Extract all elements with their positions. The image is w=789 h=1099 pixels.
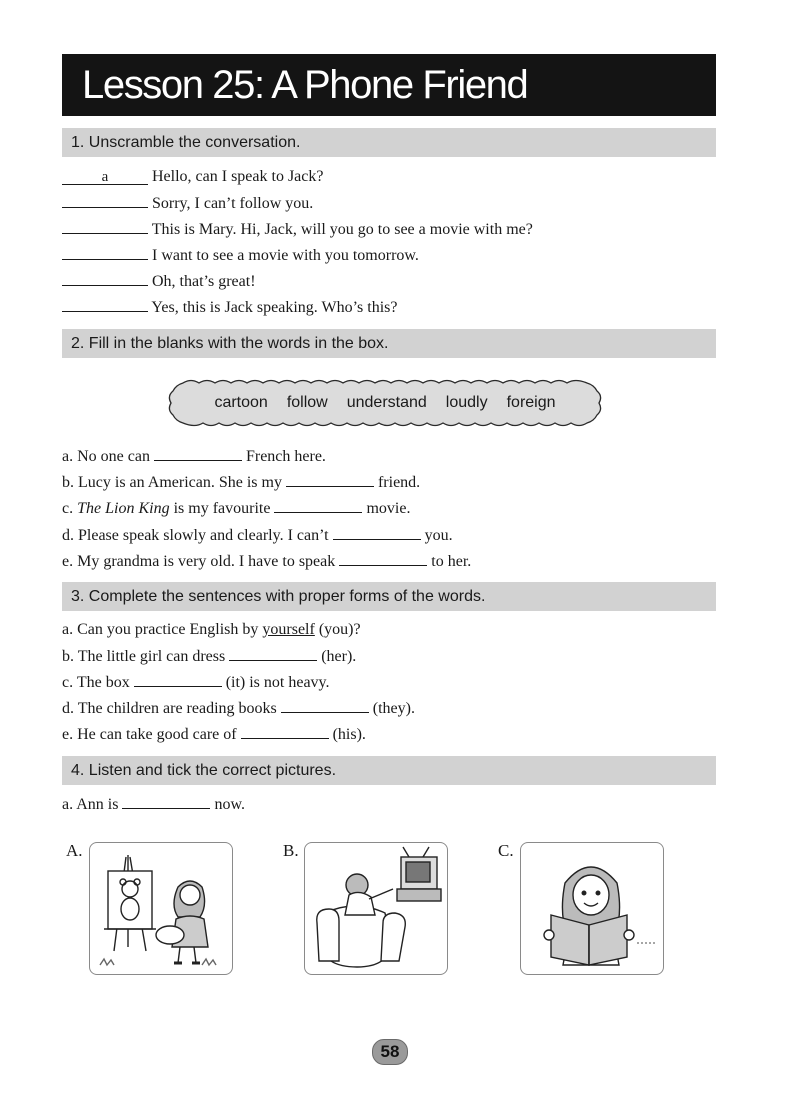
form-blank-d[interactable]	[281, 698, 369, 713]
section-4-heading: 4. Listen and tick the correct pictures.	[62, 756, 716, 785]
form-blank-b[interactable]	[229, 646, 317, 661]
order-blank-5[interactable]	[62, 271, 148, 286]
fill-line-b: b. Lucy is an American. She is my friend.	[62, 474, 421, 491]
form-line-e: e. He can take good care of (his).	[62, 726, 366, 743]
word-foreign: foreign	[506, 394, 556, 411]
conversation-line-3: This is Mary. Hi, Jack, will you go to see a movie with me?	[62, 219, 533, 240]
order-blank-2[interactable]	[62, 193, 148, 208]
word-loudly: loudly	[445, 394, 488, 411]
order-blank-1[interactable]: a	[62, 170, 148, 185]
word-follow: follow	[286, 394, 328, 411]
fill-line-e: e. My grandma is very old. I have to speak to her.	[62, 553, 472, 570]
option-c-picture[interactable]	[520, 842, 664, 975]
form-line-c: c. The box (it) is not heavy.	[62, 674, 330, 691]
word-box	[163, 379, 607, 427]
example-answer: yourself	[262, 621, 315, 638]
form-line-d: d. The children are reading books (they).	[62, 700, 415, 717]
option-b-picture[interactable]	[304, 842, 448, 975]
option-a-label: A.	[66, 841, 83, 860]
listen-question: a. Ann is now.	[62, 796, 245, 813]
fill-line-a: a. No one can French here.	[62, 448, 326, 465]
order-blank-3[interactable]	[62, 219, 148, 234]
word-list	[163, 379, 607, 427]
section-1-heading: 1. Unscramble the conversation.	[62, 128, 716, 157]
word-understand: understand	[346, 394, 427, 411]
page-number: 58	[372, 1039, 408, 1065]
option-b-label: B.	[283, 841, 299, 860]
reading-girl-illustration	[521, 843, 663, 974]
fill-blank-d[interactable]	[333, 525, 421, 540]
word-cartoon: cartoon	[214, 394, 268, 411]
form-blank-e[interactable]	[241, 724, 329, 739]
form-line-b: b. The little girl can dress (her).	[62, 648, 357, 665]
movie-title: The Lion King	[77, 500, 170, 517]
conversation-line-1: a Hello, can I speak to Jack?	[62, 167, 323, 187]
form-blank-c[interactable]	[134, 672, 222, 687]
fill-blank-b[interactable]	[286, 472, 374, 487]
order-blank-4[interactable]	[62, 245, 148, 260]
fill-blank-e[interactable]	[339, 551, 427, 566]
option-a-picture[interactable]	[89, 842, 233, 975]
lesson-title-bar	[62, 54, 716, 116]
fill-blank-c[interactable]	[274, 498, 362, 513]
conversation-line-2: Sorry, I can’t follow you.	[62, 193, 313, 214]
conversation-line-6: Yes, this is Jack speaking. Who’s this?	[62, 297, 397, 318]
conversation-line-4: I want to see a movie with you tomorrow.	[62, 245, 419, 266]
fill-line-d: d. Please speak slowly and clearly. I can’t you.	[62, 527, 453, 544]
conversation-line-5: Oh, that’s great!	[62, 271, 256, 292]
watching-tv-illustration	[305, 843, 447, 974]
option-c-label: C.	[498, 841, 514, 860]
fill-blank-a[interactable]	[154, 446, 242, 461]
painting-girl-illustration	[90, 843, 232, 974]
section-2-heading: 2. Fill in the blanks with the words in the box.	[62, 329, 716, 358]
order-blank-6[interactable]	[62, 297, 148, 312]
section-3-heading: 3. Complete the sentences with proper forms of the words.	[62, 582, 716, 611]
lesson-title: Lesson 25: A Phone Friend	[82, 63, 528, 107]
fill-line-c: c. The Lion King is my favourite movie.	[62, 500, 411, 517]
listen-blank[interactable]	[122, 794, 210, 809]
form-line-a: a. Can you practice English by yourself (you)?	[62, 621, 361, 638]
